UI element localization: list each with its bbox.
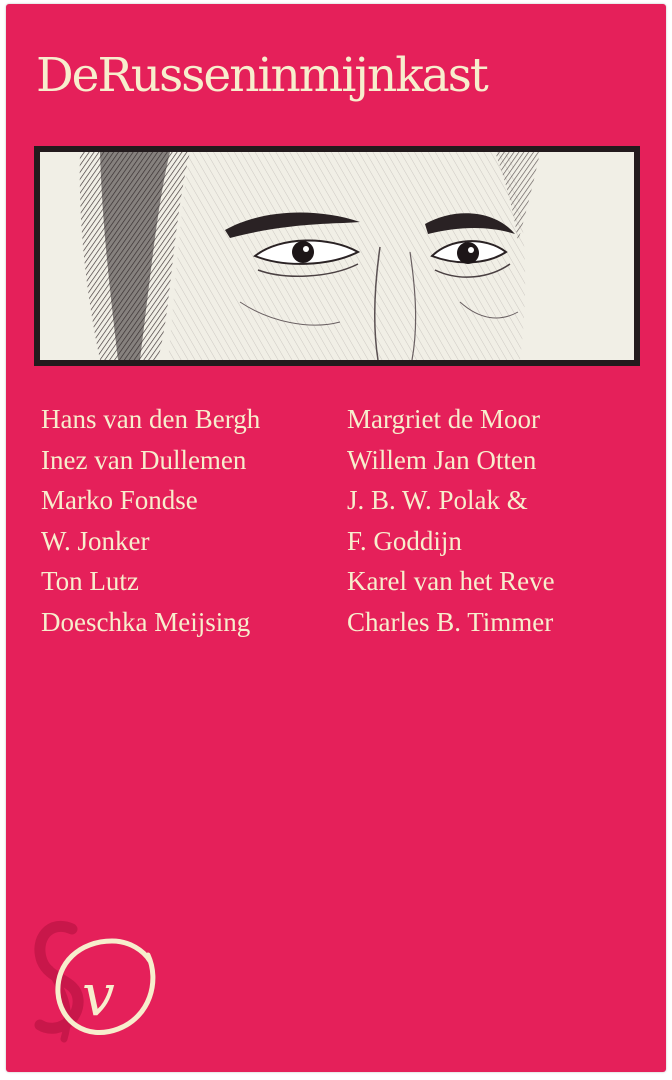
portrait-eyes-icon — [40, 152, 634, 360]
author-list-left — [41, 399, 260, 642]
author-name: Hans van den Bergh — [41, 404, 261, 434]
publisher-logo-icon — [20, 909, 180, 1059]
author-name: Willem Jan Otten — [347, 444, 537, 475]
book-title: DeRusseninmijnkast — [36, 48, 487, 103]
author-name: Ton Lutz — [41, 566, 139, 596]
author-name: W. Jonker — [41, 525, 150, 556]
author-name: Marko Fondse — [41, 485, 198, 515]
portrait-illustration — [34, 146, 640, 366]
author-name: Charles B. Timmer — [347, 606, 554, 637]
author-name: Margriet de Moor — [347, 404, 540, 434]
author-name: Doeschka Meijsing — [41, 606, 251, 637]
author-name: J. B. W. Polak & — [347, 485, 528, 515]
author-name: Inez van Dullemen — [41, 444, 247, 475]
author-list-right — [347, 399, 555, 642]
book-cover — [6, 4, 666, 1072]
author-name: F. Goddijn — [347, 525, 462, 556]
publisher-logo-letter: v — [82, 961, 115, 1029]
author-name: Karel van het Reve — [347, 566, 555, 596]
